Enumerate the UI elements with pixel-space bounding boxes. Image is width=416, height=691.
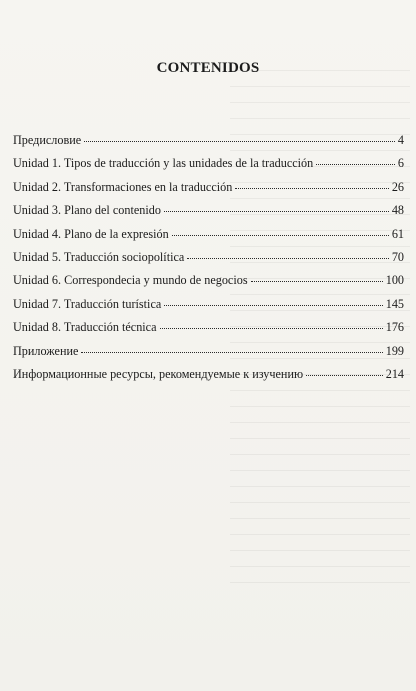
dot-leader	[235, 188, 388, 189]
toc-entry-label: Unidad 4. Plano de la expresión	[13, 226, 169, 241]
dot-leader	[84, 141, 395, 142]
toc-entry-page: 145	[385, 296, 404, 311]
toc-entry-unit-7	[13, 297, 404, 320]
toc-entry-unit-5	[13, 250, 404, 273]
toc-entry-label: Unidad 6. Correspondecia y mundo de negocios	[13, 273, 248, 288]
toc-entry-page: 26	[391, 179, 404, 194]
toc-entry-label: Unidad 3. Plano del contenido	[13, 203, 161, 218]
toc-entry-label: Приложение	[13, 343, 79, 358]
dot-leader	[187, 258, 389, 259]
toc-entry-label: Unidad 5. Traducción sociopolítica	[13, 249, 185, 264]
toc-entry-resources	[13, 367, 404, 390]
dot-leader	[160, 328, 383, 329]
toc-entry-label: Unidad 7. Traducción turística	[13, 296, 162, 311]
dot-leader	[164, 305, 382, 306]
dot-leader	[164, 211, 389, 212]
toc-entry-unit-2	[13, 180, 404, 203]
dot-leader	[251, 281, 383, 282]
dot-leader	[81, 352, 382, 353]
toc-entry-page: 214	[385, 366, 404, 381]
toc-entry-page: 100	[385, 273, 404, 288]
toc-entry-page: 61	[391, 226, 404, 241]
toc-entry-page: 6	[397, 156, 404, 171]
table-of-contents	[13, 133, 404, 390]
dot-leader	[172, 235, 389, 236]
toc-entry-label: Unidad 8. Traducción técnica	[13, 320, 157, 335]
dot-leader	[316, 164, 395, 165]
page-title: CONTENIDOS	[156, 60, 260, 76]
toc-entry-page: 176	[385, 320, 404, 335]
dot-leader	[306, 375, 383, 376]
toc-entry-label: Unidad 2. Transformaciones en la traducción	[13, 179, 233, 194]
toc-entry-unit-3	[13, 203, 404, 226]
toc-entry-unit-6	[13, 273, 404, 296]
toc-entry-page: 199	[385, 343, 404, 358]
toc-entry-unit-1	[13, 156, 404, 179]
toc-entry-unit-4	[13, 227, 404, 250]
toc-entry-label: Предисловие	[13, 133, 82, 147]
toc-entry-page: 4	[397, 133, 404, 147]
toc-entry-label: Unidad 1. Tipos de traducción y las unidades de la traducción	[13, 156, 314, 171]
toc-entry-unit-8	[13, 320, 404, 343]
toc-entry-preface	[13, 133, 404, 156]
toc-entry-appendix	[13, 344, 404, 367]
toc-entry-page: 48	[391, 203, 404, 218]
toc-entry-page: 70	[391, 249, 404, 264]
toc-entry-label: Информационные ресурсы, рекомендуемые к изучению	[13, 366, 304, 381]
